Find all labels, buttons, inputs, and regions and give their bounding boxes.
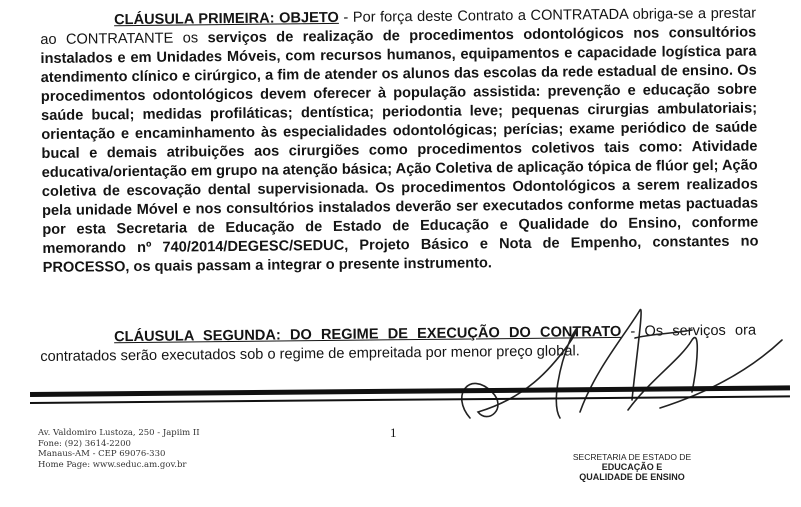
- footer-city: Manaus-AM - CEP 69076-330: [38, 449, 166, 459]
- clause-one-title: CLÁUSULA PRIMEIRA: OBJETO: [114, 9, 339, 29]
- footer-homepage: Home Page: www.seduc.am.gov.br: [38, 459, 187, 470]
- footer-phone: Fone: (92) 3614-2200: [38, 438, 131, 449]
- org-line-1: SECRETARIA DE ESTADO DE: [572, 452, 692, 462]
- org-line-2: EDUCAÇÃO E: [601, 462, 663, 472]
- footer-contact: [38, 428, 200, 470]
- clause-two-title: CLÁUSULA SEGUNDA: DO REGIME DE EXECUÇÃO DO CONTRATO: [114, 323, 622, 346]
- page-number: 1: [390, 425, 397, 440]
- footer-organization: [552, 452, 712, 482]
- clause-one-paragraph: [40, 5, 759, 278]
- clause-one-text-intro: - Por força deste Contrato a CONTRATADA obriga-se a prestar ao CONTRATANTE os: [40, 5, 757, 48]
- clause-two-text: - Os serviços ora contratados serão executados sob o regime de empreitada por menor preço global.: [40, 322, 757, 365]
- org-line-3: QUALIDADE DE ENSINO: [579, 472, 685, 482]
- handwritten-signature: [430, 300, 790, 430]
- clause-one-text-body: serviços de realização de procedimentos odontológicos nos consultórios instalados e em Unidades Móveis, com recursos humanos, equipamentos e capacidade logística para atendimento clínico e cirúrgico, a fim de atender os alunos das escolas da rede estadual de ensino. Os procedimentos odontológicos devem oferecer à população assistida: prevenção e educação sobre saúde bucal; medidas profiláticas; dentística; periodontia leve; pequenas cirurgias ambulatoriais; orientação e encaminhamento às especialidades odontológicas; perícias; exame periódico de saúde bucal e demais atribuições aos cirurgiões como procedimentos coletivos tais como: Atividade educativa/orientação em grupo na atenção básica; Ação Coletiva de aplicação tópica de flúor gel; Ação coletiva de escovação dental supervisionada. Os procedimentos Odontológicos a serem realizados pela unidade Móvel e nos consultórios instalados deverão ser executados conforme metas pactuadas por esta Secretaria de Educação de Estado de Educação e Qualidade do Ensino, conforme memorando nº 740/2014/DEGESC/SEDUC, Projeto Básico e Nota de Empenho, constantes no PROCESSO, os quais passam a integrar o presente instrumento.: [40, 24, 759, 276]
- footer-address: Av. Valdomiro Lustoza, 250 - Japiim II: [38, 428, 200, 438]
